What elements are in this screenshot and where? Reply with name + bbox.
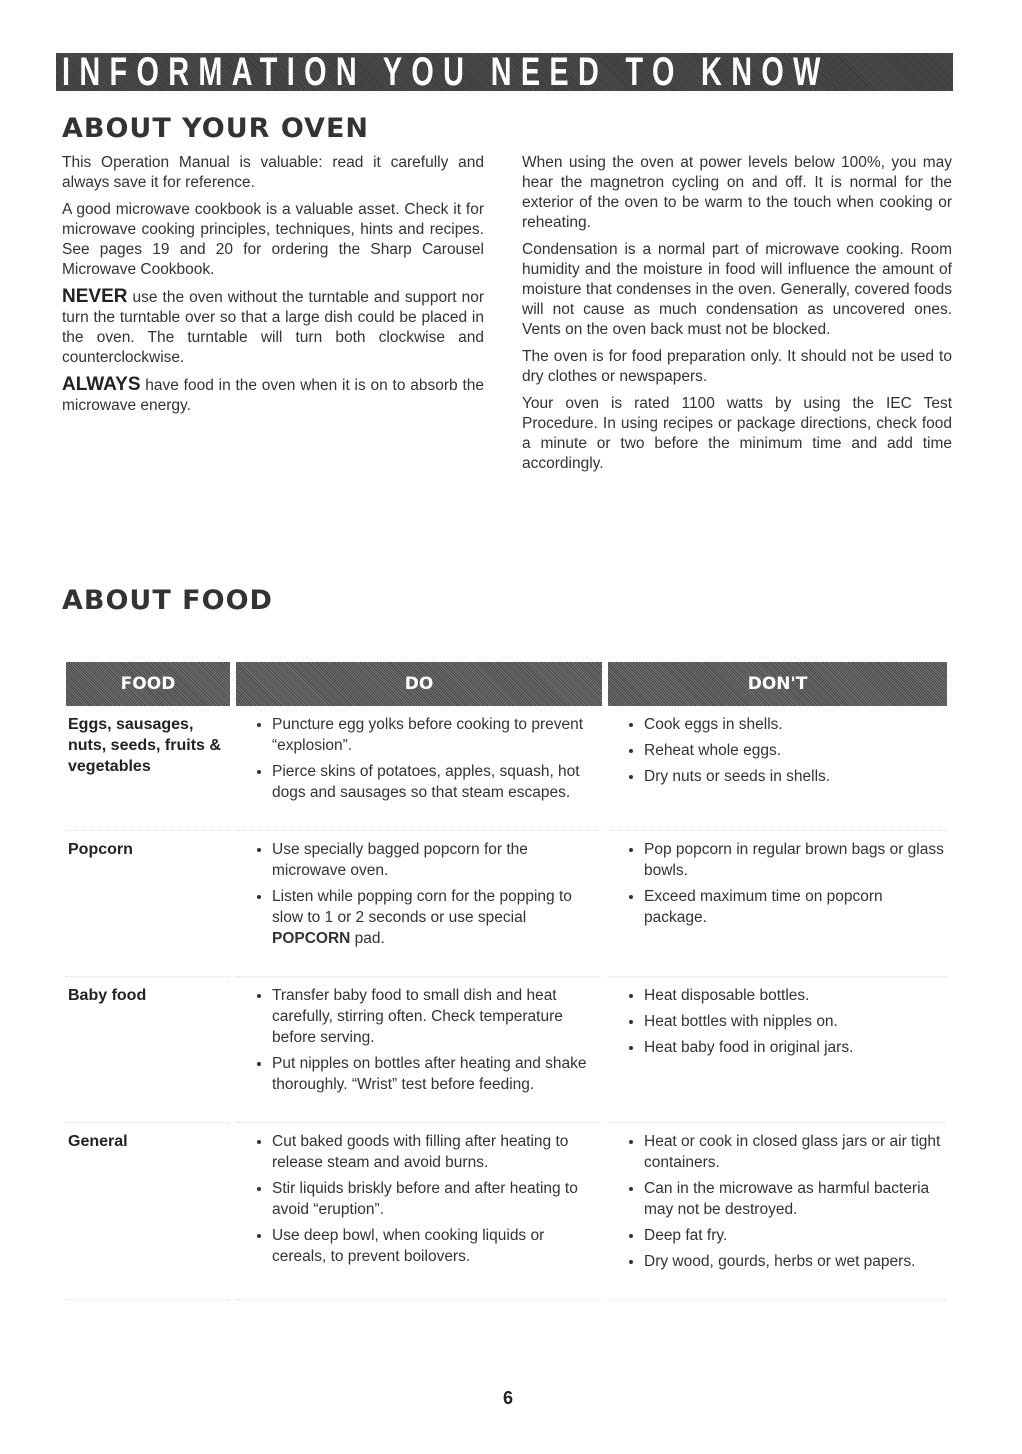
list-item: • Reheat whole eggs. bbox=[644, 740, 945, 761]
list-item: • Pierce skins of potatoes, apples, squash, hot dogs and sausages so that steam escapes. bbox=[272, 761, 600, 803]
paragraph: Condensation is a normal part of microwave cooking. Room humidity and the moisture in food will influence the amount of moisture that condenses in the oven. Generally, covered foods will not cause as much condensation as uncovered ones. Vents on the oven back must not be blocked. bbox=[522, 241, 952, 338]
food-cell: Popcorn bbox=[66, 831, 230, 977]
list-item: • Deep fat fry. bbox=[644, 1225, 945, 1246]
never-text: use the oven without the turntable and support nor turn the turntable over so that a large dish could be placed in the oven. The turntable will turn both clockwise and counterclockwise. bbox=[62, 289, 484, 366]
list-item: • Can in the microwave as harmful bacteria may not be destroyed. bbox=[644, 1178, 945, 1220]
do-cell bbox=[236, 706, 602, 831]
list-item bbox=[272, 886, 600, 949]
popcorn-bold: POPCORN bbox=[272, 930, 351, 947]
list-item: • Heat disposable bottles. bbox=[644, 985, 945, 1006]
dont-cell bbox=[608, 706, 947, 831]
list-item: • Heat or cook in closed glass jars or air tight containers. bbox=[644, 1131, 945, 1173]
list-item: • Put nipples on bottles after heating and shake thoroughly. “Wrist” test before feeding. bbox=[272, 1053, 600, 1095]
food-cell: General bbox=[66, 1123, 230, 1300]
food-table bbox=[60, 662, 953, 1300]
list-item: • Transfer baby food to small dish and heat carefully, stirring often. Check temperature before serving. bbox=[272, 985, 600, 1048]
never-label: NEVER bbox=[62, 286, 128, 307]
do-cell bbox=[236, 977, 602, 1123]
dont-cell bbox=[608, 1123, 947, 1300]
header-dont: DON'T bbox=[608, 662, 947, 706]
list-item: • Exceed maximum time on popcorn package. bbox=[644, 886, 945, 928]
table-header bbox=[66, 662, 947, 706]
item-tail: pad. bbox=[350, 930, 385, 947]
paragraph: Your oven is rated 1100 watts by using the IEC Test Procedure. In using recipes or package directions, check food a minute or two before the minimum time and add time accordingly. bbox=[522, 395, 952, 472]
list-item: • Use deep bowl, when cooking liquids or cereals, to prevent boilovers. bbox=[272, 1225, 600, 1267]
banner-title: INFORMATION YOU NEED TO KNOW bbox=[62, 50, 830, 94]
header-food: FOOD bbox=[66, 662, 230, 706]
dont-cell bbox=[608, 977, 947, 1123]
list-item: • Dry wood, gourds, herbs or wet papers. bbox=[644, 1251, 945, 1272]
never-paragraph bbox=[62, 287, 484, 368]
table-row bbox=[66, 977, 947, 1123]
dont-cell bbox=[608, 831, 947, 977]
table-row bbox=[66, 706, 947, 831]
list-item: • Puncture egg yolks before cooking to prevent “explosion”. bbox=[272, 714, 600, 756]
list-item: • Cut baked goods with filling after heating to release steam and avoid burns. bbox=[272, 1131, 600, 1173]
table-row bbox=[66, 1123, 947, 1300]
list-item: • Pop popcorn in regular brown bags or glass bowls. bbox=[644, 839, 945, 881]
always-label: ALWAYS bbox=[62, 374, 141, 395]
always-text: have food in the oven when it is on to absorb the microwave energy. bbox=[62, 377, 484, 414]
list-item: • Stir liquids briskly before and after heating to avoid “eruption”. bbox=[272, 1178, 600, 1220]
list-item: • Heat bottles with nipples on. bbox=[644, 1011, 945, 1032]
about-food-heading: ABOUT FOOD bbox=[62, 585, 273, 616]
always-paragraph bbox=[62, 375, 484, 416]
section-banner bbox=[56, 50, 953, 94]
list-item: • Cook eggs in shells. bbox=[644, 714, 945, 735]
list-item: • Use specially bagged popcorn for the microwave oven. bbox=[272, 839, 600, 881]
paragraph: This Operation Manual is valuable: read it carefully and always save it for reference. bbox=[62, 154, 484, 191]
food-cell: Baby food bbox=[66, 977, 230, 1123]
paragraph: The oven is for food preparation only. It should not be used to dry clothes or newspapers. bbox=[522, 348, 952, 385]
oven-left-column bbox=[62, 153, 484, 423]
page-number: 6 bbox=[503, 1388, 514, 1408]
paragraph: When using the oven at power levels below 100%, you may hear the magnetron cycling on and off. It is normal for the exterior of the oven to be warm to the touch when cooking or reheating. bbox=[522, 154, 952, 231]
food-cell: Eggs, sausages, nuts, seeds, fruits & vegetables bbox=[66, 706, 230, 831]
do-cell bbox=[236, 1123, 602, 1300]
list-item: • Heat baby food in original jars. bbox=[644, 1037, 945, 1058]
do-cell bbox=[236, 831, 602, 977]
about-oven-heading: ABOUT YOUR OVEN bbox=[62, 113, 369, 144]
item-text: Listen while popping corn for the popping to slow to 1 or 2 seconds or use special bbox=[272, 888, 572, 926]
header-do: DO bbox=[236, 662, 602, 706]
oven-right-column bbox=[522, 153, 952, 481]
table-row bbox=[66, 831, 947, 977]
list-item: • Dry nuts or seeds in shells. bbox=[644, 766, 945, 787]
paragraph: A good microwave cookbook is a valuable asset. Check it for microwave cooking principles, techniques, hints and recipes. See pages 19 and 20 for ordering the Sharp Carousel Microwave Cookbook. bbox=[62, 201, 484, 278]
